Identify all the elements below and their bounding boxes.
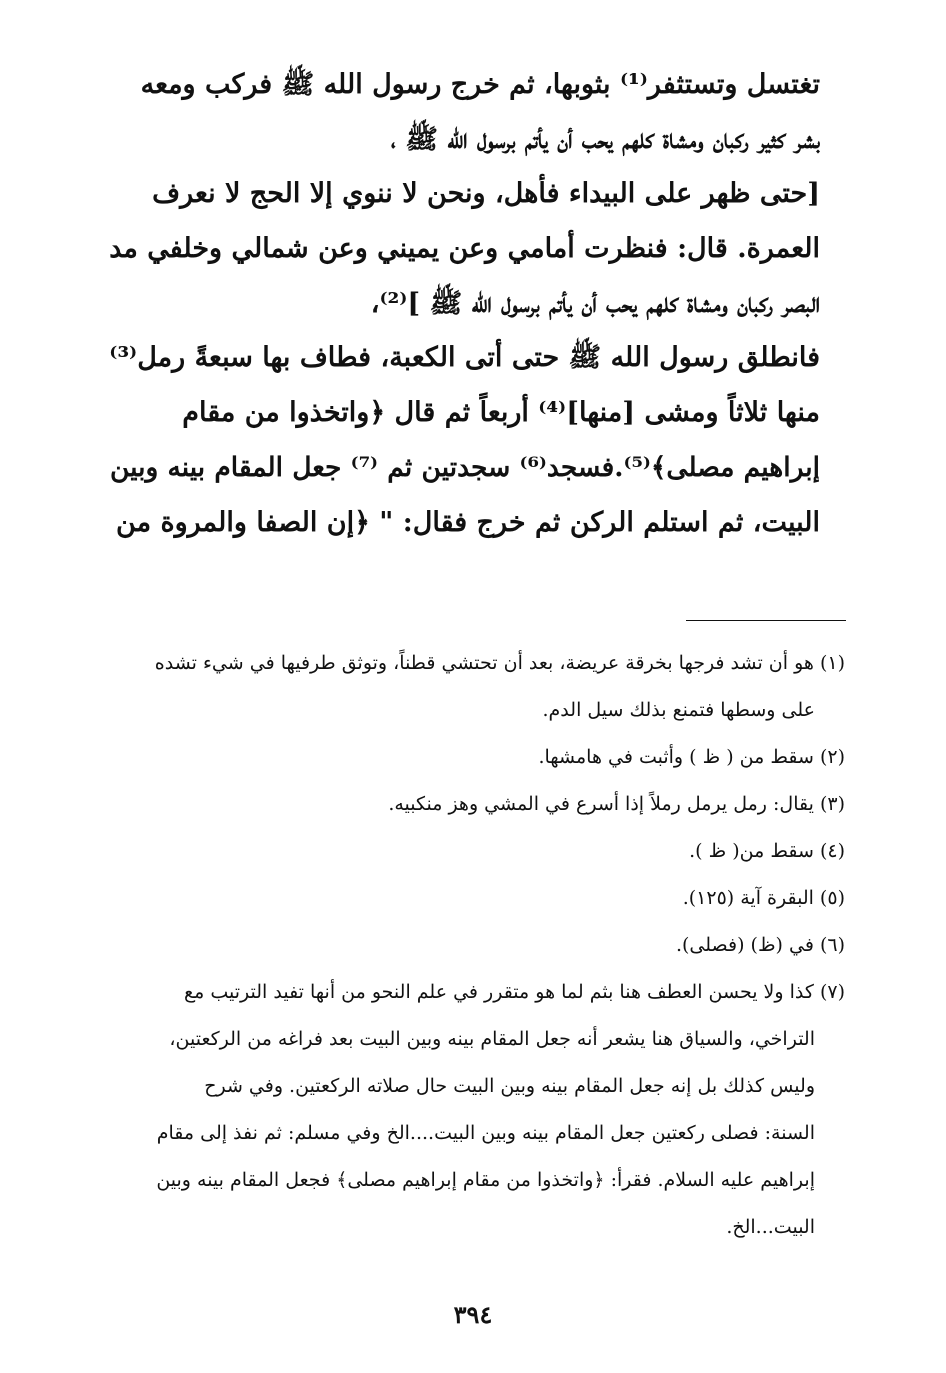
main-text-line: البصر ركبان ومشاة كلهم يحب أن يأتم برسول الله ﷺ ]⁽²⁾، bbox=[370, 287, 820, 319]
footnote-line: (٥) البقرة آية (١٢٥). bbox=[682, 887, 845, 909]
footnote-line: على وسطها فتمنع بذلك سيل الدم. bbox=[542, 699, 815, 721]
footnote-line: التراخي، والسياق هنا يشعر أنه جعل المقام بينه وبين البيت بعد فراغه من الركعتين، bbox=[169, 1028, 815, 1050]
main-text-line: منها ثلاثاً ومشى [منها]⁽⁴⁾ أربعاً ثم قال ﴿واتخذوا من مقام bbox=[182, 397, 820, 429]
footnotes bbox=[100, 640, 845, 1251]
footnote-line: (٣) يقال: رمل يرمل رملاً إذا أسرع في المشي وهز منكبيه. bbox=[388, 793, 845, 815]
main-text-line: إبراهيم مصلى﴾⁽⁵⁾.فسجد⁽⁶⁾ سجدتين ثم ⁽⁷⁾ جعل المقام بينه وبين bbox=[109, 451, 820, 483]
footnote-separator bbox=[686, 620, 846, 621]
main-text-line: فانطلق رسول الله ﷺ حتى أتى الكعبة، فطاف بها سبعةً رمل⁽³⁾ bbox=[109, 342, 820, 374]
footnote-line: السنة: فصلى ركعتين جعل المقام بينه وبين البيت....الخ وفي مسلم: ثم نفذ إلى مقام bbox=[156, 1122, 815, 1144]
footnote-line: (٧) كذا ولا يحسن العطف هنا بثم لما هو متقرر في علم النحو من أنها تفيد الترتيب مع bbox=[184, 981, 845, 1003]
footnote-line: (٦) في (ظ) (فصلى). bbox=[675, 934, 845, 956]
footnote-line: إبراهيم عليه السلام. فقرأ: ﴿واتخذوا من مقام إبراهيم مصلى﴾ فجعل المقام بينه وبين bbox=[156, 1169, 815, 1191]
page-number: ٣٩٤ bbox=[453, 1300, 493, 1329]
footnote-line: (١) هو أن تشد فرجها بخرقة عريضة، بعد أن تحتشي قطناً، وتوثق طرفيها في شيء تشده bbox=[154, 652, 845, 674]
main-text-line: البيت، ثم استلم الركن ثم خرج فقال: " ﴿إن الصفا والمروة من bbox=[116, 506, 820, 538]
main-text-line: العمرة. قال: فنظرت أمامي وعن يميني وعن شمالي وخلفي مد bbox=[109, 233, 820, 265]
footnote-line: البيت...الخ. bbox=[726, 1216, 815, 1238]
footnote-line: وليس كذلك بل إنه جعل المقام بينه وبين البيت حال صلاته الركعتين. وفي شرح bbox=[204, 1075, 815, 1097]
main-text-line: [حتى ظهر على البيداء فأهل، ونحن لا ننوي إلا الحج لا نعرف bbox=[152, 178, 820, 210]
footnote-line: (٤) سقط من( ظ ). bbox=[689, 840, 845, 862]
footnote-line: (٢) سقط من ( ظ ) وأثبت في هامشها. bbox=[538, 746, 845, 768]
main-text-line: بشر كثير ركبان ومشاة كلهم يحب أن يأتم برسول الله ﷺ ، bbox=[390, 123, 820, 155]
main-text bbox=[100, 58, 820, 550]
main-text-line: تغتسل وتستثفر⁽¹⁾ بثوبها، ثم خرج رسول الله ﷺ فركب ومعه bbox=[140, 69, 820, 100]
